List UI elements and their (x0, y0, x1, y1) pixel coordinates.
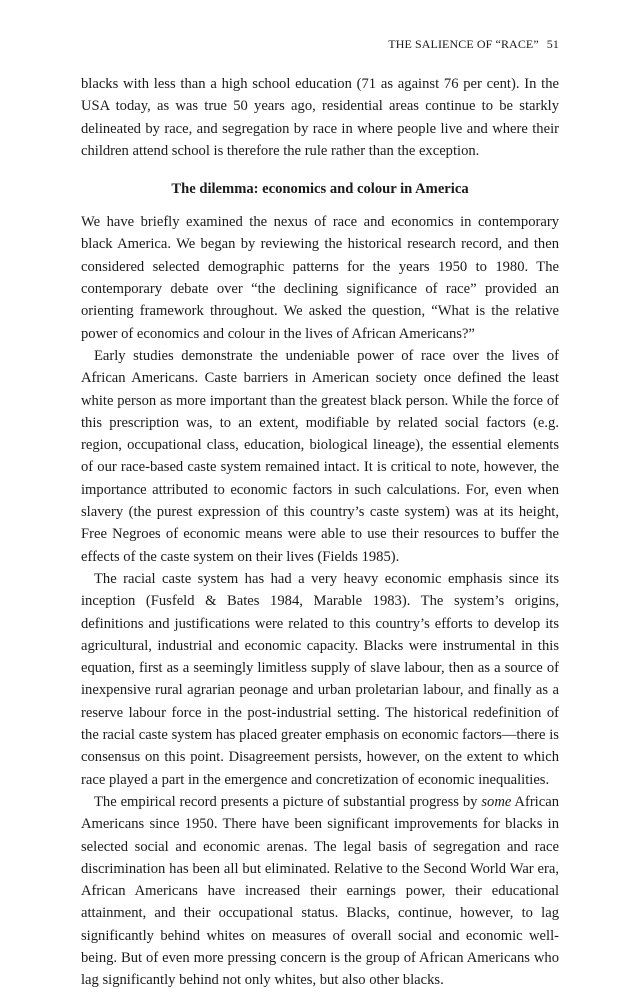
page-number: 51 (546, 37, 559, 51)
paragraph-4-emphasis: some (481, 793, 512, 810)
paragraph-2: Early studies demonstrate the undeniable power of race over the lives of African Americans. Caste barriers in American society once defined the least white person as more important than the greatest black person. While the force of this prescription was, to an extent, modifiable by related social factors (e.g. region, occupational class, education, biological lineage), the essential elements of our race-based caste system remained intact. It is critical to note, however, the importance attributed to economic factors in such calculations. For, even when slavery (the purest expression of this country’s caste system) was at its height, Free Negroes of economic means were able to use their resources to buffer the effects of the caste system on their lives (Fields 1985). (81, 347, 559, 565)
paragraph-3: The racial caste system has had a very heavy economic emphasis since its inception (Fusfeld & Bates 1984, Marable 1983). The system’s origins, definitions and justifications were related to this country’s efforts to develop its agricultural, industrial and economic capacity. Blacks were instrumental in this equation, first as a seemingly limitless supply of slave labour, then as a source of inexpensive rural agrarian peonage and urban proletarian labour, and finally as a reserve labour force in the post-industrial setting. The historical redefinition of the racial caste system has placed greater emphasis on economic factors—there is consensus on this point. Disagreement persists, however, on the extent to which race played a part in the emergence and concretization of economic inequalities. (81, 570, 559, 788)
carryover-paragraph: blacks with less than a high school education (71 as against 76 per cent). In the USA today, as was true 50 years ago, residential areas continue to be starkly delineated by race, and segregation by race in where people live and where their children attend school is therefore the rule rather than the exception. (81, 76, 559, 159)
section-heading: The dilemma: economics and colour in America (171, 181, 469, 198)
running-title: THE SALIENCE OF “RACE” (388, 37, 539, 51)
paragraph-1: We have briefly examined the nexus of race and economics in contemporary black America. We began by reviewing the historical research record, and then considered selected demographic patterns for the years 1950 to 1980. The contemporary debate over “the declining significance of race” provided an orienting framework throughout. We asked the question, “What is the relative power of economics and colour in the lives of African Americans?” (81, 214, 559, 342)
book-page (81, 36, 559, 992)
paragraph-4-text-a: The empirical record presents a picture of substantial progress by (94, 793, 482, 810)
paragraph-4 (81, 791, 559, 992)
paragraph-4-text-b: African Americans since 1950. There have been significant improvements for blacks in selected social and economic arenas. The legal basis of segregation and race discrimination has been all but eliminated. Relative to the Second World War era, African Americans have increased their earnings power, their educational attainment, and their occupational status. Blacks, continue, however, to lag significantly behind whites on measures of overall social and economic well-being. But of even more pressing concern is the group of African Americans who lag significantly behind not only whites, but also other blacks. (81, 793, 559, 989)
running-header (81, 36, 559, 52)
